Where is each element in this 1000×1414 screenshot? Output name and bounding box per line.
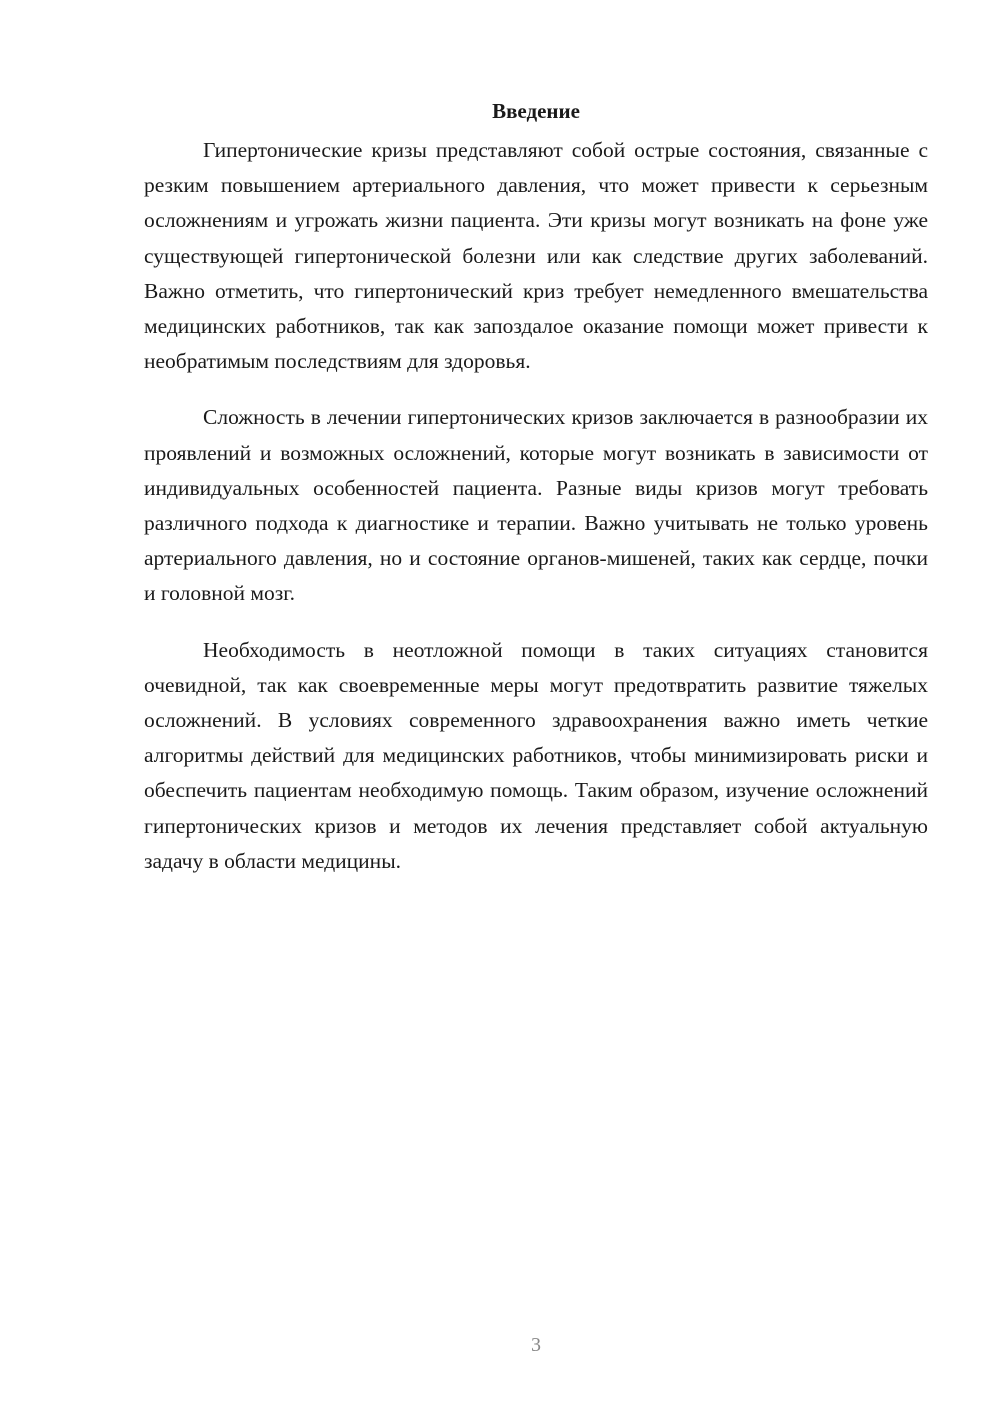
- paragraph-2: Сложность в лечении гипертонических кризов заключается в разнообразии их проявлений и возможных осложнений, которые могут возникать в зависимости от индивидуальных особенностей пациента. Разные виды кризов могут требовать различного подхода к диагностике и терапии. Важно учитывать не только уровень артериального давления, но и состояние органов-мишеней, таких как сердце, почки и головной мозг.: [144, 405, 928, 606]
- page-number: 3: [531, 1334, 541, 1356]
- document-body: [144, 98, 928, 900]
- paragraph-1: Гипертонические кризы представляют собой острые состояния, связанные с резким повышением артериального давления, что может привести к серьезным осложнениям и угрожать жизни пациента. Эти кризы могут возникать на фоне уже существующей гипертонической болезни или как следствие других заболеваний. Важно отметить, что гипертонический криз требует немедленного вмешательства медицинских работников, так как запоздалое оказание помощи может привести к необратимым последствиям для здоровья.: [144, 138, 928, 374]
- section-title: Введение: [492, 99, 580, 123]
- paragraph-3: Необходимость в неотложной помощи в таких ситуациях становится очевидной, так как своевременные меры могут предотвратить развитие тяжелых осложнений. В условиях современного здравоохранения важно иметь четкие алгоритмы действий для медицинских работников, чтобы минимизировать риски и обеспечить пациентам необходимую помощь. Таким образом, изучение осложнений гипертонических кризов и методов их лечения представляет собой актуальную задачу в области медицины.: [144, 637, 928, 873]
